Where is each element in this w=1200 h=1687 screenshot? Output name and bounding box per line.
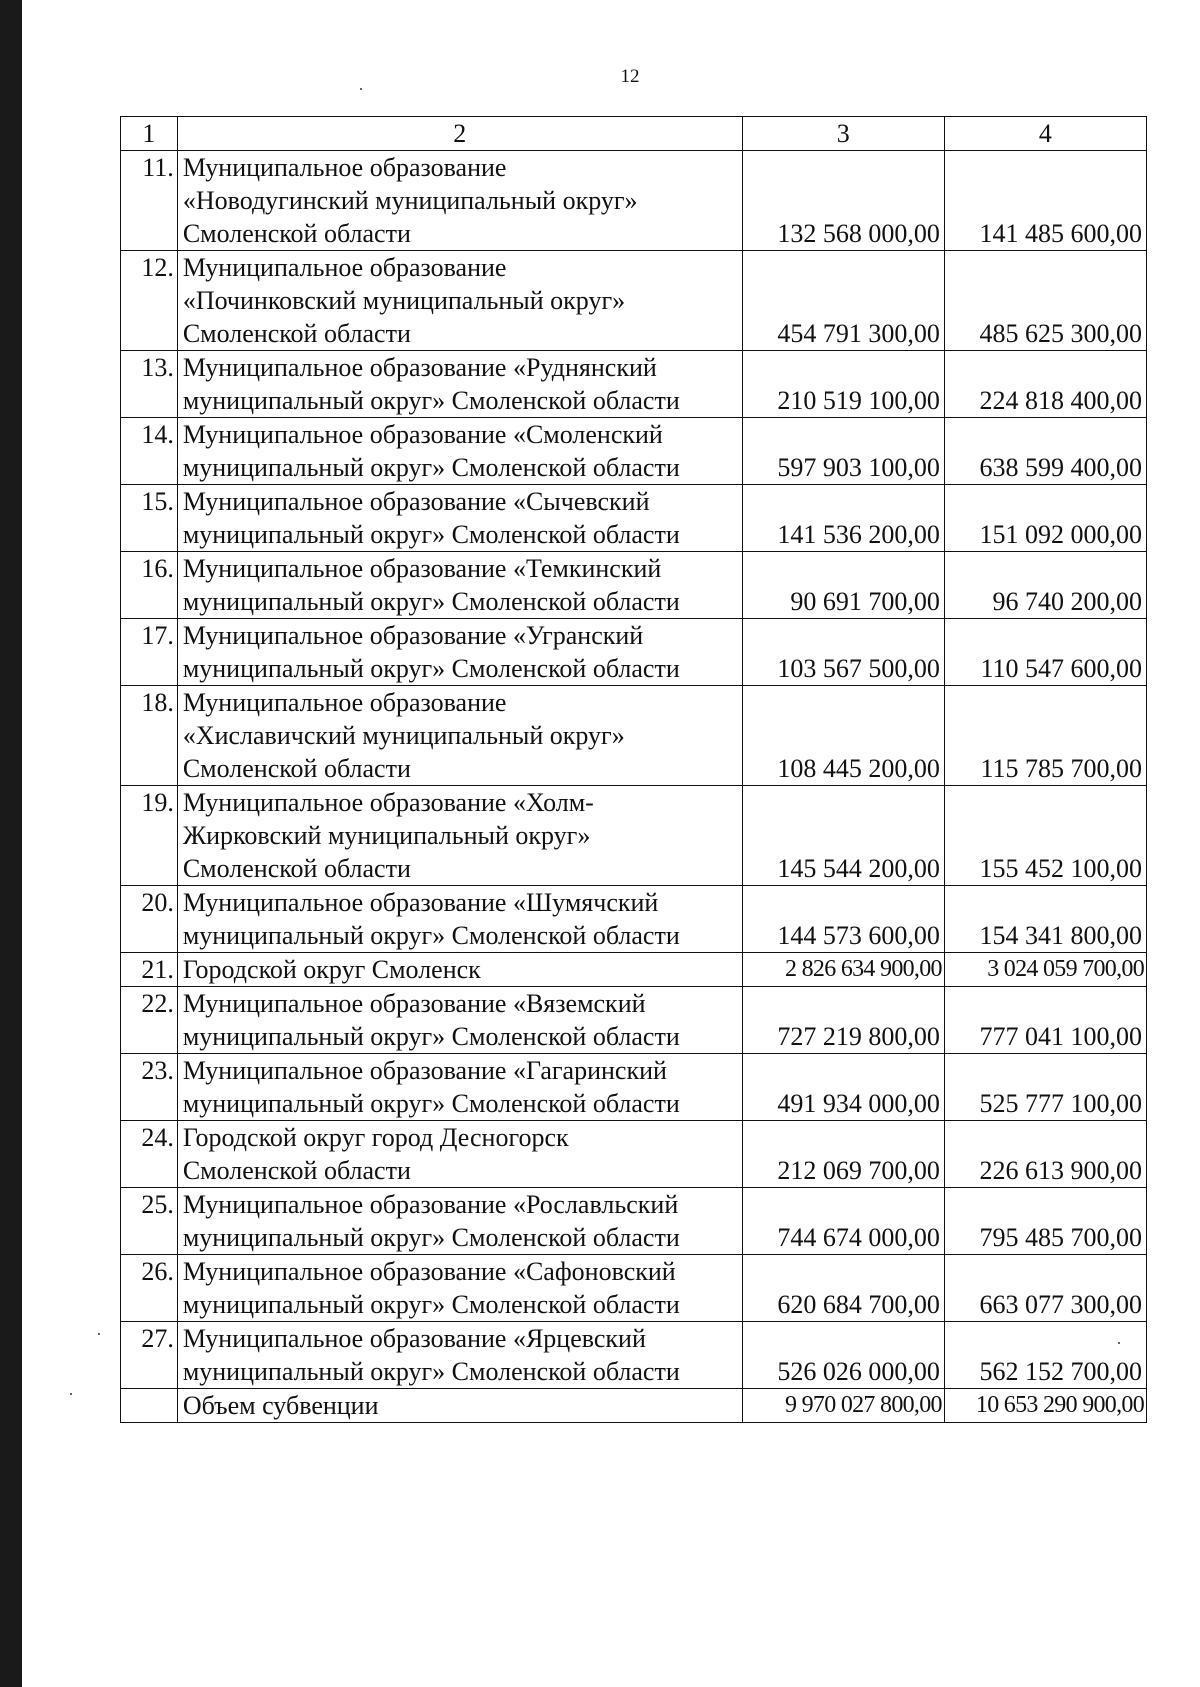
- row-number: 21.: [121, 953, 178, 987]
- row-col4-value: 795 485 700,00: [944, 1188, 1146, 1255]
- row-col3-value: 597 903 100,00: [742, 418, 944, 485]
- table-row: [121, 886, 1147, 953]
- scan-edge-shadow: [0, 0, 22, 1687]
- row-col3-value: 210 519 100,00: [742, 351, 944, 418]
- row-name-line: муниципальный округ» Смоленской области: [182, 520, 680, 549]
- row-number: 16.: [121, 552, 178, 619]
- row-name-line: Муниципальное образование «Рославльский: [182, 1190, 679, 1219]
- row-number: 23.: [121, 1054, 178, 1121]
- row-name-line: Смоленской области: [182, 854, 411, 883]
- row-col3-value: 491 934 000,00: [742, 1054, 944, 1121]
- row-name-line: Муниципальное образование «Шумячский: [182, 888, 659, 917]
- total-col4-value: 10 653 290 900,00: [944, 1389, 1146, 1423]
- table-header-row: [121, 117, 1147, 151]
- table-row: [121, 418, 1147, 485]
- row-name-line: Смоленской области: [182, 219, 411, 248]
- header-col-3: 3: [742, 117, 944, 151]
- row-col4-value: 638 599 400,00: [944, 418, 1146, 485]
- row-name-line: Смоленской области: [182, 319, 411, 348]
- row-col3-value: 90 691 700,00: [742, 552, 944, 619]
- row-name-line: Смоленской области: [182, 754, 411, 783]
- row-name: [177, 619, 742, 686]
- scan-speck: [98, 1333, 100, 1335]
- total-col3-value: 9 970 027 800,00: [742, 1389, 944, 1423]
- row-col4-value: 141 485 600,00: [944, 151, 1146, 251]
- row-name: [177, 886, 742, 953]
- row-number: 25.: [121, 1188, 178, 1255]
- row-col3-value: 212 069 700,00: [742, 1121, 944, 1188]
- row-col3-value: 454 791 300,00: [742, 251, 944, 351]
- table-row: [121, 485, 1147, 552]
- row-col4-value: 485 625 300,00: [944, 251, 1146, 351]
- row-name-line: муниципальный округ» Смоленской области: [182, 587, 680, 616]
- row-col4-value: 3 024 059 700,00: [944, 953, 1146, 987]
- row-name-line: Городской округ Смоленск: [182, 955, 481, 984]
- row-name-line: муниципальный округ» Смоленской области: [182, 921, 680, 950]
- table-row: [121, 686, 1147, 786]
- header-col-1: 1: [121, 117, 178, 151]
- row-name: [177, 686, 742, 786]
- subvention-table: [120, 116, 1147, 1423]
- page-number: 12: [620, 66, 640, 87]
- row-name-line: муниципальный округ» Смоленской области: [182, 1089, 680, 1118]
- row-name-line: «Новодугинский муниципальный округ»: [182, 186, 638, 215]
- table-row: [121, 1121, 1147, 1188]
- table-row: [121, 1322, 1147, 1389]
- row-col4-value: 96 740 200,00: [944, 552, 1146, 619]
- row-name: [177, 351, 742, 418]
- row-name-line: «Починковский муниципальный округ»: [182, 286, 626, 315]
- row-col3-value: 108 445 200,00: [742, 686, 944, 786]
- row-number: 27.: [121, 1322, 178, 1389]
- row-name: [177, 1054, 742, 1121]
- row-number: 15.: [121, 485, 178, 552]
- row-name: [177, 1322, 742, 1389]
- row-number: 24.: [121, 1121, 178, 1188]
- table-row: [121, 351, 1147, 418]
- row-col4-value: 777 041 100,00: [944, 987, 1146, 1054]
- table-row: [121, 786, 1147, 886]
- row-number: 11.: [121, 151, 178, 251]
- row-col4-value: 110 547 600,00: [944, 619, 1146, 686]
- row-name: [177, 151, 742, 251]
- row-name: [177, 1121, 742, 1188]
- row-name: [177, 786, 742, 886]
- row-name-line: Муниципальное образование «Сычевский: [182, 487, 650, 516]
- row-number: 12.: [121, 251, 178, 351]
- row-name-line: Жирковский муниципальный округ»: [182, 821, 591, 850]
- row-number: 18.: [121, 686, 178, 786]
- row-number: 17.: [121, 619, 178, 686]
- row-name-line: Муниципальное образование: [182, 153, 507, 182]
- row-name-line: Муниципальное образование «Угранский: [182, 621, 644, 650]
- header-col-4: 4: [944, 117, 1146, 151]
- row-col4-value: 115 785 700,00: [944, 686, 1146, 786]
- row-col4-value: 226 613 900,00: [944, 1121, 1146, 1188]
- row-col4-value: 154 341 800,00: [944, 886, 1146, 953]
- row-name: [177, 1255, 742, 1322]
- row-name: [177, 418, 742, 485]
- row-col3-value: 145 544 200,00: [742, 786, 944, 886]
- row-number: 19.: [121, 786, 178, 886]
- header-col-2: 2: [177, 117, 742, 151]
- row-col3-value: 141 536 200,00: [742, 485, 944, 552]
- row-name-line: муниципальный округ» Смоленской области: [182, 1357, 680, 1386]
- row-name: [177, 987, 742, 1054]
- row-col4-value: 155 452 100,00: [944, 786, 1146, 886]
- row-name-line: Городской округ город Десногорск: [182, 1123, 569, 1152]
- row-name-line: Муниципальное образование «Темкинский: [182, 554, 662, 583]
- row-col3-value: 744 674 000,00: [742, 1188, 944, 1255]
- row-name-line: муниципальный округ» Смоленской области: [182, 1022, 680, 1051]
- row-name-line: Смоленской области: [182, 1156, 411, 1185]
- row-col4-value: 562 152 700,00: [944, 1322, 1146, 1389]
- row-col3-value: 526 026 000,00: [742, 1322, 944, 1389]
- table-row: [121, 619, 1147, 686]
- total-number: [121, 1389, 178, 1423]
- scan-speck: [360, 88, 362, 90]
- row-col4-value: 525 777 100,00: [944, 1054, 1146, 1121]
- row-col3-value: 727 219 800,00: [742, 987, 944, 1054]
- row-name-line: муниципальный округ» Смоленской области: [182, 386, 680, 415]
- row-name: [177, 1188, 742, 1255]
- row-name: [177, 552, 742, 619]
- row-name-line: Муниципальное образование «Гагаринский: [182, 1056, 667, 1085]
- row-number: 20.: [121, 886, 178, 953]
- table-row: [121, 1255, 1147, 1322]
- row-name-line: Муниципальное образование «Сафоновский: [182, 1257, 676, 1286]
- total-row: [121, 1389, 1147, 1423]
- row-col4-value: 151 092 000,00: [944, 485, 1146, 552]
- row-col3-value: 144 573 600,00: [742, 886, 944, 953]
- table-row: [121, 151, 1147, 251]
- row-number: 22.: [121, 987, 178, 1054]
- row-name-line: Муниципальное образование «Смоленский: [182, 420, 663, 449]
- row-name-line: Муниципальное образование «Ярцевский: [182, 1324, 646, 1353]
- table-row: [121, 552, 1147, 619]
- row-name-line: муниципальный округ» Смоленской области: [182, 1290, 680, 1319]
- table-row: [121, 1054, 1147, 1121]
- row-name-line: муниципальный округ» Смоленской области: [182, 1223, 680, 1252]
- row-col3-value: 132 568 000,00: [742, 151, 944, 251]
- row-number: 13.: [121, 351, 178, 418]
- row-col4-value: 663 077 300,00: [944, 1255, 1146, 1322]
- scan-speck: [1118, 1342, 1120, 1344]
- row-name-line: муниципальный округ» Смоленской области: [182, 654, 680, 683]
- row-name-line: Муниципальное образование: [182, 688, 507, 717]
- table-row: [121, 987, 1147, 1054]
- table-row: [121, 953, 1147, 987]
- row-col4-value: 224 818 400,00: [944, 351, 1146, 418]
- row-name: [177, 953, 742, 987]
- row-number: 26.: [121, 1255, 178, 1322]
- row-col3-value: 620 684 700,00: [742, 1255, 944, 1322]
- row-number: 14.: [121, 418, 178, 485]
- row-col3-value: 103 567 500,00: [742, 619, 944, 686]
- row-name-line: «Хиславичский муниципальный округ»: [182, 721, 625, 750]
- row-name-line: муниципальный округ» Смоленской области: [182, 453, 680, 482]
- row-name: [177, 485, 742, 552]
- row-name-line: Муниципальное образование «Вяземский: [182, 989, 646, 1018]
- row-col3-value: 2 826 634 900,00: [742, 953, 944, 987]
- row-name-line: Муниципальное образование «Холм-: [182, 788, 594, 817]
- scan-speck: [70, 1393, 72, 1395]
- row-name-line: Муниципальное образование: [182, 253, 507, 282]
- row-name: [177, 251, 742, 351]
- table-row: [121, 251, 1147, 351]
- row-name-line: Муниципальное образование «Руднянский: [182, 353, 657, 382]
- table-row: [121, 1188, 1147, 1255]
- total-label: Объем субвенции: [177, 1389, 742, 1423]
